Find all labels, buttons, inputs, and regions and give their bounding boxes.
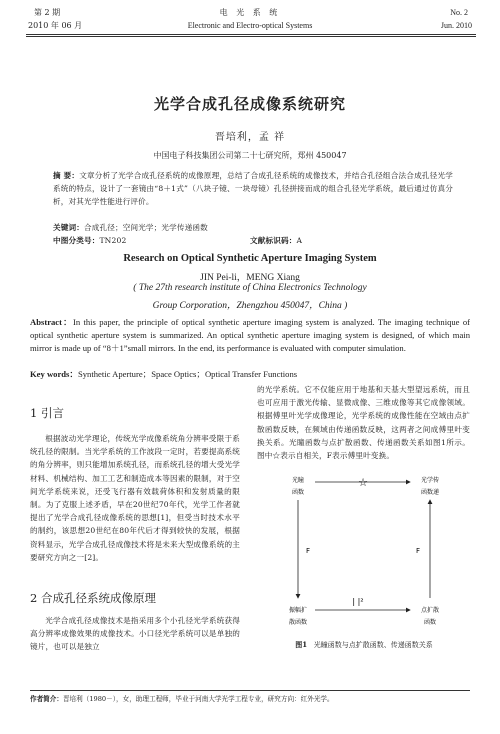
issue-date-en: Jun. 2010 (440, 21, 472, 30)
abstract-en-label: Abstract： (30, 317, 73, 327)
author-note (30, 694, 470, 704)
right-column-paragraph: 的光学系统。它不仅能应用于地基和天基大型望远系统，而且也可应用于激光传输、显微成像、三维成像等其它成像领域。根据傅里叶光学成像理论，光学系统的成像性能在空域由点扩散函数反映，在频域由传递函数反映，这两者之间成傅里叶变换关系。光瞳函数与点扩散函数、传递函数关系如图1所示。图中☆表示自相关，F表示傅里叶变换。 (257, 385, 470, 461)
keywords-en-label: Key words： (30, 369, 78, 379)
section-2-paragraph: 光学合成孔径成像技术是指采用多个小孔径光学系统获得高分辨率成像效果的成像技术。小口径光学系统可以是单独的镜片，也可以是独立 (30, 616, 240, 652)
section-2-body (30, 614, 240, 654)
modulus-squared: | |² (352, 597, 364, 606)
keywords-cn (53, 221, 208, 234)
otf-label: 光学传 (420, 477, 440, 484)
psf-label-2: 函数 (423, 619, 437, 626)
right-column-body (257, 383, 470, 462)
keywords-en-text: Synthetic Aperture；Space Optics；Optical Transfer Functions (77, 369, 298, 379)
paper-title-cn: 光学合成孔径成像系统研究 (153, 95, 346, 113)
pupil-function-label-2: 函数 (291, 489, 305, 496)
issue-date: 2010 年 06 月 (28, 21, 83, 30)
abstract-text: 文章分析了光学合成孔径系统的成像原理，总结了合成孔径系统的成像技术，并结合孔径组合法合成孔径光学系统的特点，设计了一套镜由“8＋1式”（八块子镜、一块母镜）孔径拼接而成的组合孔径光学系统，最后通过仿真分析，对其光学性能进行评价。 (53, 171, 453, 207)
clc-label: 中图分类号： (53, 236, 100, 245)
author-note-label: 作者简介： (30, 695, 63, 703)
figure-1-diagram (258, 470, 470, 635)
fourier-right: F (416, 547, 421, 555)
author-note-text: 晋培利（1980－），女，助理工程师，毕业于河南大学光学工程专业，研究方向：红外光学。 (62, 695, 334, 703)
fourier-left: F (306, 547, 311, 555)
header-rule (26, 34, 476, 35)
clc-value: TN202 (99, 236, 127, 245)
abstract-en (30, 316, 470, 355)
paper-title-en: Research on Optical Synthetic Aperture Imaging System (123, 253, 377, 264)
otf-label-2: 函数递 (420, 489, 440, 496)
authors-en: JIN Pei-li，MENG Xiang (200, 273, 300, 283)
autocorrelation-star-icon: ☆ (358, 476, 368, 489)
abstract-en-text: In this paper, the principle of optical synthetic aperture imaging system is analyzed. The imaging technique of optical synthetic aperture system is summarized. An optical synthetic aperture imaging system is designed, of which main mirror is made up of “8＋1”small mirrors. In the end, its performance is evaluated with computer simulation. (30, 317, 470, 353)
clc-number (53, 234, 126, 247)
issue-no: No. 2 (450, 8, 468, 17)
document-code (250, 234, 302, 247)
authors-cn: 晋培利，孟 祥 (214, 132, 286, 143)
issue-number: 第 2 期 (34, 8, 61, 17)
keywords-en (30, 368, 297, 380)
affiliation-en-line2: Group Corporation，Zhengzhou 450047，China ) (152, 301, 348, 311)
affiliation-en-line1: ( The 27th research institute of China Electronics Technology (133, 283, 367, 293)
psf-label: 点扩散 (420, 607, 440, 614)
section-1-heading: 1 引言 (30, 406, 64, 420)
amplitude-spread-label-2: 散函数 (288, 619, 308, 626)
section-1-body (30, 432, 240, 564)
journal-name-cn: 电 光 系 统 (219, 8, 281, 17)
amplitude-spread-label: 振幅扩 (288, 607, 308, 614)
keywords-text: 合成孔径；空间光学；光学传递函数 (83, 223, 208, 232)
section-1-paragraph: 根据波动光学理论，传统光学成像系统角分辨率受限于系统孔径的限制。当光学系统的工作波段一定时，若要提高系统的角分辨率，则只能增加系统孔径，而系统孔径的增大受光学材料、机械结构、加工工艺和制造成本等因素的限制，对于空间光学系统来说，还受飞行器有效载荷体积和发射质量的限制。为了克服上述矛盾，早在20世纪70年代，光学工作者就提出了光学合成孔径成像系统的思想[1]，但受当时技术水平的制约，该思想20世纪在80年代后才得到较快的发展，根据资料显示，光学合成孔径成像技术将是未来大型成像系统的主要研究方向之一[2]。 (30, 434, 240, 562)
keywords-label: 关键词： (53, 223, 84, 232)
footer-rule (30, 690, 470, 691)
figure-1-caption (258, 640, 470, 650)
journal-name-en: Electronic and Electro-optical Systems (187, 21, 313, 30)
doc-code-value: A (296, 236, 303, 245)
header-rule-2 (26, 36, 476, 37)
abstract-cn (53, 169, 453, 209)
figure-caption-number: 图1 (295, 640, 308, 649)
doc-code-label: 文献标识码： (250, 236, 297, 245)
abstract-label: 摘 要： (53, 171, 80, 180)
pupil-function-label: 光瞳 (291, 477, 305, 484)
affiliation-cn: 中国电子科技集团公司第二十七研究所，郑州 450047 (153, 151, 347, 160)
section-2-heading: 2 合成孔径系统成像原理 (30, 591, 156, 605)
figure-caption-text: 光瞳函数与点扩散函数、传递函数关系 (313, 641, 433, 649)
